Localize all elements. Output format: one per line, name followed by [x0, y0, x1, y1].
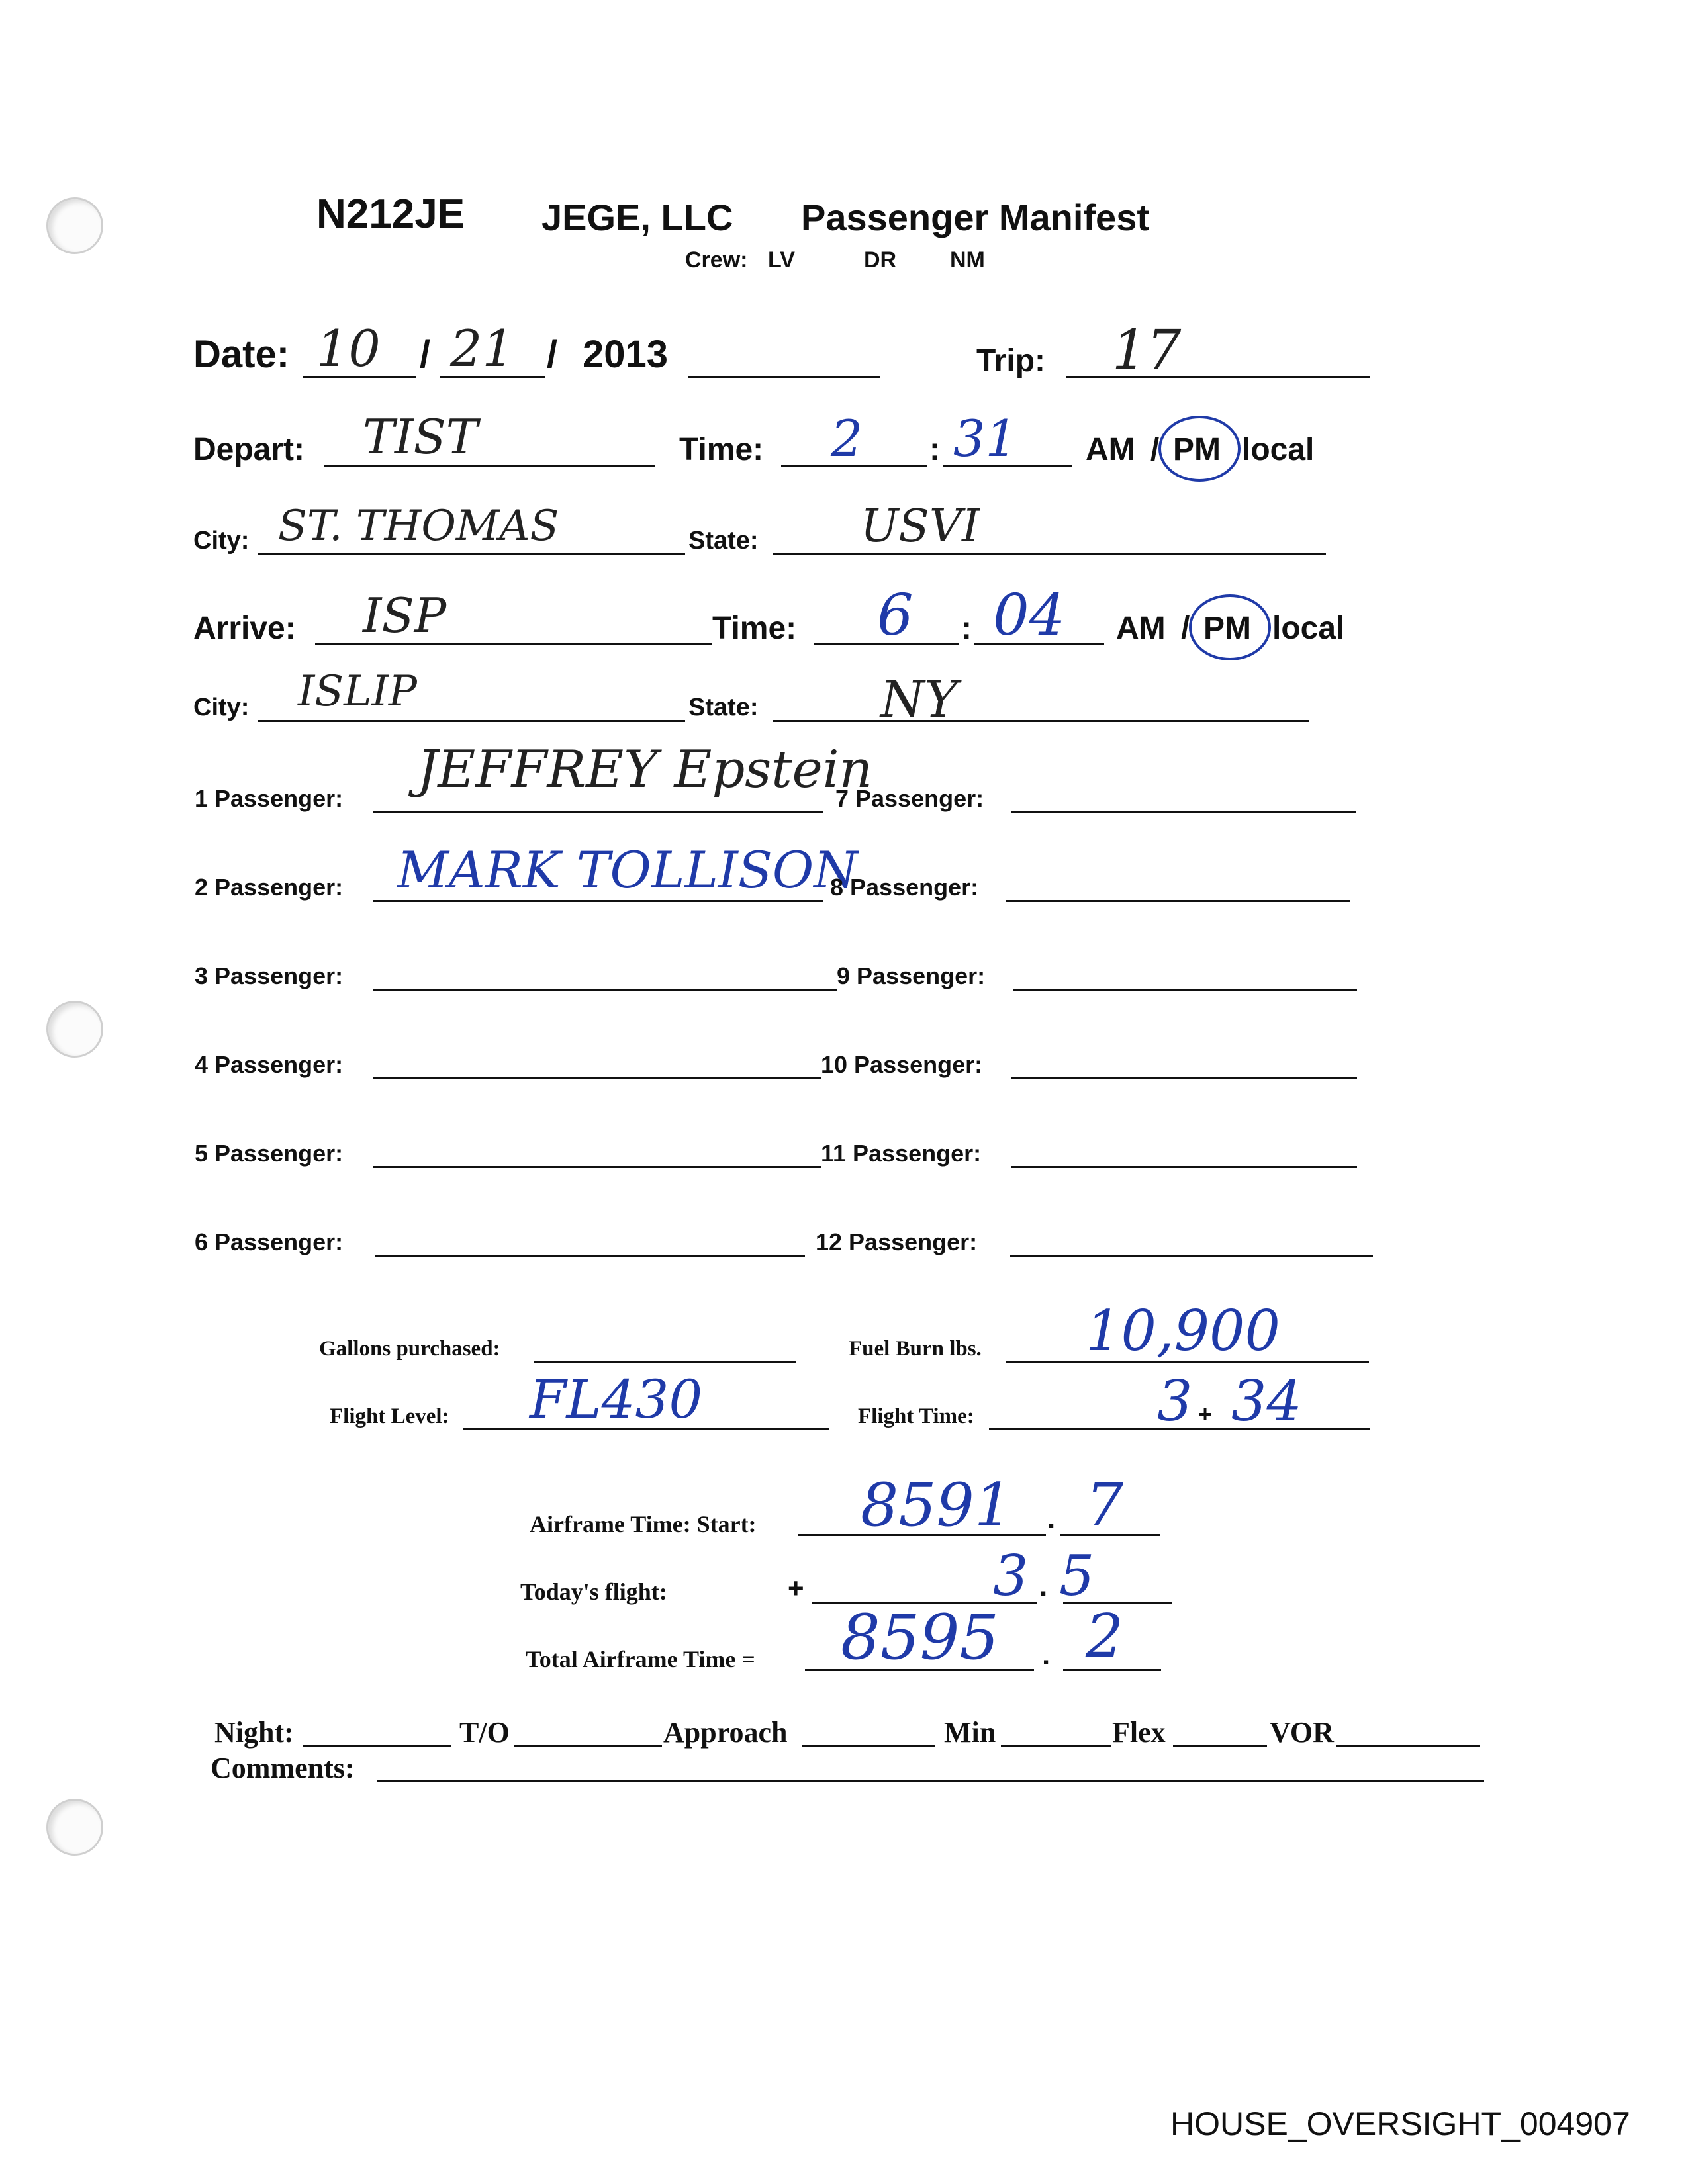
depart-city-line — [258, 553, 685, 555]
arrive-airport: ISP — [363, 588, 447, 643]
passenger-12-label: 12 Passenger: — [816, 1228, 978, 1255]
passenger-10-label: 10 Passenger: — [821, 1051, 983, 1078]
approach-line — [802, 1745, 935, 1747]
passenger-6-label: 6 Passenger: — [195, 1228, 344, 1255]
depart-time-label: Time: — [679, 432, 764, 467]
depart-am: AM — [1086, 432, 1135, 467]
passenger-11-line — [1011, 1166, 1357, 1168]
flight-time-minutes: 34 — [1231, 1369, 1302, 1433]
takeoff-label: T/O — [459, 1716, 510, 1749]
total-airframe-dot: . — [1042, 1639, 1051, 1671]
arrive-pm: PM — [1203, 611, 1251, 646]
binder-hole-bottom — [46, 1799, 103, 1856]
passenger-2-label: 2 Passenger: — [195, 874, 344, 901]
fuel-burn-value: 10,900 — [1086, 1298, 1280, 1363]
flight-time-plus: + — [1198, 1400, 1213, 1428]
arrive-state-label: State: — [688, 694, 759, 721]
arrive-city-label: City: — [193, 694, 250, 721]
passenger-8-line — [1006, 900, 1350, 902]
trip-label: Trip: — [976, 343, 1045, 379]
passenger-8-label: 8 Passenger: — [830, 874, 979, 901]
passenger-5-line — [373, 1166, 821, 1168]
bates-number: HOUSE_OVERSIGHT_004907 — [1170, 2105, 1630, 2142]
date-month: 10 — [316, 319, 381, 378]
arrive-state-line — [773, 720, 1309, 722]
total-airframe-whole: 8595 — [841, 1602, 1000, 1674]
min-line — [1001, 1745, 1111, 1747]
vor-label: VOR — [1270, 1716, 1334, 1749]
fuel-burn-label: Fuel Burn lbs. — [849, 1337, 982, 1361]
depart-airport: TIST — [363, 409, 478, 465]
passenger-2-name: MARK TOLLISON — [397, 841, 858, 899]
passenger-2-line — [373, 900, 823, 902]
company-name: JEGE, LLC — [541, 197, 733, 238]
flight-time-hours: 3 — [1157, 1369, 1193, 1433]
flight-level-label: Flight Level: — [330, 1404, 449, 1428]
passenger-9-line — [1013, 989, 1357, 991]
airframe-start-label: Airframe Time: Start: — [530, 1511, 757, 1537]
date-sep-2: / — [547, 333, 558, 376]
arrive-am: AM — [1116, 611, 1166, 646]
crew-member-1: LV — [768, 248, 795, 273]
passenger-6-line — [375, 1255, 805, 1257]
depart-state-label: State: — [688, 527, 759, 555]
arrive-slash: / — [1181, 611, 1190, 646]
depart-city-label: City: — [193, 527, 250, 555]
airframe-start-tenth: 7 — [1086, 1471, 1124, 1540]
crew-label: Crew: — [685, 248, 748, 273]
passenger-7-label: 7 Passenger: — [835, 785, 984, 812]
night-line — [303, 1745, 451, 1747]
today-flight-plus: + — [788, 1572, 804, 1604]
date-label: Date: — [193, 333, 290, 376]
arrive-hour: 6 — [877, 582, 914, 649]
gallons-line — [534, 1361, 796, 1363]
today-flight-dot: . — [1039, 1570, 1048, 1602]
depart-state-line — [773, 553, 1326, 555]
arrive-pm-circle — [1189, 594, 1271, 660]
binder-hole-top — [46, 197, 103, 254]
arrive-time-label: Time: — [712, 611, 797, 646]
today-flight-label: Today's flight: — [520, 1578, 667, 1605]
depart-slash: / — [1150, 432, 1160, 467]
passenger-5-label: 5 Passenger: — [195, 1140, 344, 1167]
passenger-1-line — [373, 811, 823, 813]
today-flight-tenth: 5 — [1059, 1543, 1095, 1608]
passenger-3-label: 3 Passenger: — [195, 962, 344, 989]
tail-number: N212JE — [316, 191, 465, 237]
total-airframe-tenth: 2 — [1086, 1602, 1124, 1671]
crew-member-3: NM — [950, 248, 985, 273]
airframe-start-dot: . — [1047, 1502, 1056, 1535]
arrive-city: ISLIP — [298, 667, 417, 716]
page-title: Passenger Manifest — [801, 197, 1149, 238]
passenger-4-label: 4 Passenger: — [195, 1051, 344, 1078]
arrive-time-colon: : — [961, 611, 972, 646]
crew-member-2: DR — [864, 248, 897, 273]
passenger-7-line — [1011, 811, 1356, 813]
passenger-9-label: 9 Passenger: — [837, 962, 986, 989]
flight-time-label: Flight Time: — [858, 1404, 974, 1428]
depart-pm-circle — [1158, 416, 1241, 482]
depart-hour: 2 — [831, 409, 863, 468]
passenger-1-name: JEFFREY Epstein — [417, 740, 872, 799]
date-day: 21 — [450, 319, 514, 378]
arrive-minute: 04 — [993, 582, 1066, 649]
depart-state: USVI — [861, 500, 980, 553]
passenger-12-line — [1010, 1255, 1373, 1257]
takeoff-line — [514, 1745, 662, 1747]
passenger-3-line — [373, 989, 837, 991]
flex-line — [1173, 1745, 1267, 1747]
passenger-4-line — [373, 1077, 821, 1079]
passenger-10-line — [1011, 1077, 1357, 1079]
date-year-line — [688, 376, 880, 378]
approach-label: Approach — [663, 1716, 788, 1749]
passenger-1-label: 1 Passenger: — [195, 785, 344, 812]
arrive-city-line — [258, 720, 685, 722]
depart-minute: 31 — [953, 409, 1017, 468]
depart-pm: PM — [1173, 432, 1221, 467]
binder-hole-middle — [46, 1001, 103, 1058]
date-year: 2013 — [583, 333, 669, 376]
flex-label: Flex — [1112, 1716, 1166, 1749]
date-sep-1: / — [420, 333, 431, 376]
trip-value: 17 — [1112, 319, 1182, 382]
vor-line — [1336, 1745, 1480, 1747]
night-label: Night: — [214, 1716, 294, 1749]
flight-level-value: FL430 — [530, 1369, 703, 1430]
depart-label: Depart: — [193, 432, 305, 467]
today-flight-whole: 3 — [993, 1543, 1029, 1608]
trip-line — [1066, 376, 1370, 378]
arrive-local: local — [1272, 611, 1345, 646]
total-airframe-label: Total Airframe Time = — [526, 1646, 755, 1672]
depart-line — [324, 465, 655, 467]
comments-label: Comments: — [211, 1752, 355, 1784]
depart-local: local — [1242, 432, 1315, 467]
depart-city: ST. THOMAS — [278, 502, 559, 551]
gallons-label: Gallons purchased: — [319, 1337, 500, 1361]
min-label: Min — [944, 1716, 996, 1749]
arrive-label: Arrive: — [193, 611, 296, 646]
airframe-start-whole: 8591 — [861, 1471, 1013, 1540]
arrive-line — [315, 643, 712, 645]
arrive-state: NY — [880, 670, 958, 729]
depart-time-colon: : — [929, 432, 940, 467]
passenger-11-label: 11 Passenger: — [821, 1140, 982, 1167]
comments-line — [377, 1780, 1484, 1782]
